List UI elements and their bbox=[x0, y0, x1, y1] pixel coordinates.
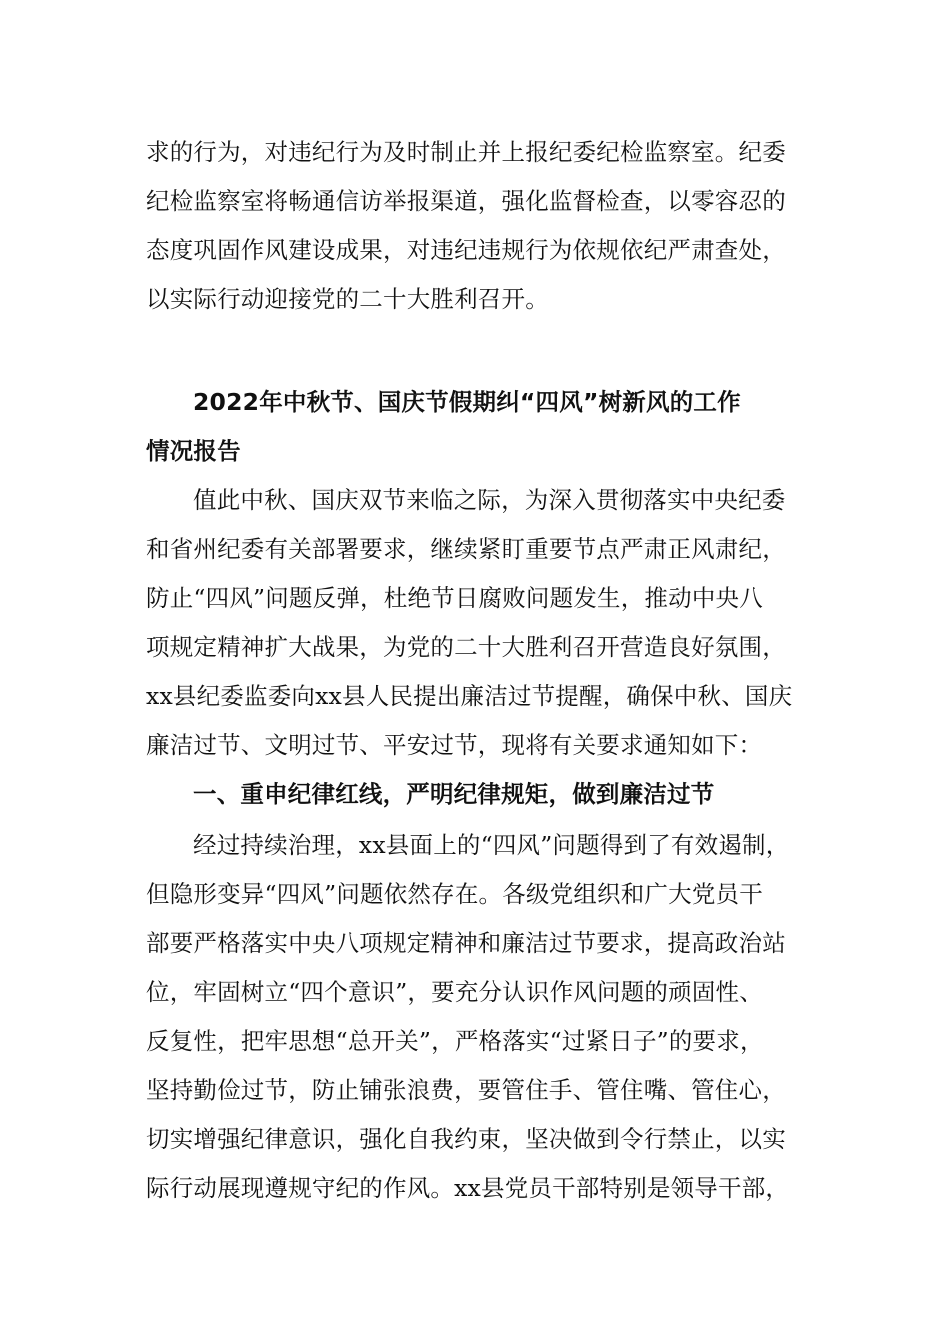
report-title-line-2: 情况报告 bbox=[146, 437, 241, 465]
continuation-line: 求的行为，对违纪行为及时制止并上报纪委纪检监察室。纪委 bbox=[146, 138, 786, 166]
continuation-line: 态度巩固作风建设成果，对违纪违规行为依规依纪严肃查处， bbox=[146, 236, 786, 264]
intro-line: 防止“四风”问题反弹，杜绝节日腐败问题发生，推动中央八 bbox=[146, 584, 763, 612]
body-line: 但隐形变异“四风”问题依然存在。各级党组织和广大党员干 bbox=[146, 880, 763, 908]
body-line: 坚持勤俭过节，防止铺张浪费，要管住手、管住嘴、管住心， bbox=[146, 1076, 786, 1104]
continuation-line: 以实际行动迎接党的二十大胜利召开。 bbox=[146, 285, 549, 313]
intro-line: 和省州纪委有关部署要求，继续紧盯重要节点严肃正风肃纪， bbox=[146, 535, 786, 563]
body-line: 经过持续治理，xx县面上的“四风”问题得到了有效遏制， bbox=[193, 831, 790, 859]
body-line: 切实增强纪律意识，强化自我约束，坚决做到令行禁止，以实 bbox=[146, 1125, 786, 1153]
intro-line: 值此中秋、国庆双节来临之际，为深入贯彻落实中央纪委 bbox=[193, 486, 786, 514]
report-title-line-1: 2022年中秋节、国庆节假期纠“四风”树新风的工作 bbox=[193, 388, 741, 416]
section-heading: 一、重申纪律红线，严明纪律规矩，做到廉洁过节 bbox=[193, 780, 715, 808]
intro-line: xx县纪委监委向xx县人民提出廉洁过节提醒，确保中秋、国庆 bbox=[146, 682, 793, 710]
body-line: 部要严格落实中央八项规定精神和廉洁过节要求，提高政治站 bbox=[146, 929, 786, 957]
body-line: 反复性，把牢思想“总开关”，严格落实“过紧日子”的要求， bbox=[146, 1027, 764, 1055]
body-line: 位，牢固树立“四个意识”，要充分认识作风问题的顽固性、 bbox=[146, 978, 763, 1006]
intro-line: 项规定精神扩大战果，为党的二十大胜利召开营造良好氛围， bbox=[146, 633, 786, 661]
body-line: 际行动展现遵规守纪的作风。xx县党员干部特别是领导干部， bbox=[146, 1174, 790, 1202]
continuation-line: 纪检监察室将畅通信访举报渠道，强化监督检查，以零容忍的 bbox=[146, 187, 786, 215]
intro-line: 廉洁过节、文明过节、平安过节，现将有关要求通知如下： bbox=[146, 731, 763, 759]
